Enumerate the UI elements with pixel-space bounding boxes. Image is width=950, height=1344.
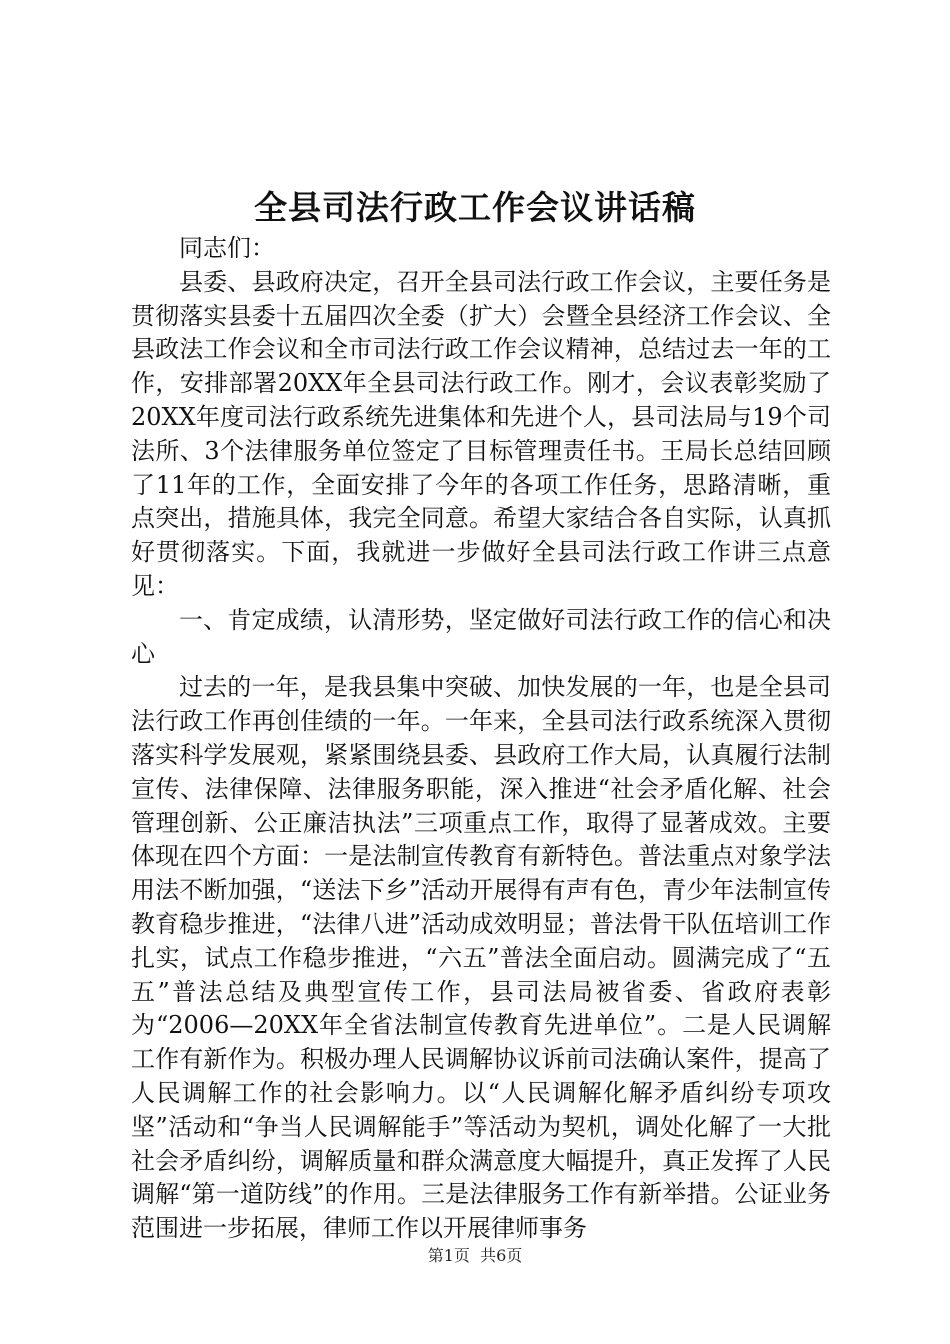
- salutation-paragraph: 同志们：: [179, 234, 275, 262]
- page-number: 第1页: [427, 1246, 470, 1265]
- page-total: 共6页: [480, 1246, 523, 1265]
- document-title: 全县司法行政工作会议讲话稿: [254, 188, 696, 227]
- footer-separator: [470, 1246, 480, 1265]
- page-footer: [0, 1244, 950, 1268]
- document-body: [131, 232, 831, 1246]
- achievements-paragraph: 过去的一年，是我县集中突破、加快发展的一年，也是全县司法行政工作再创佳绩的一年。一年来，全县司法行政系统深入贯彻落实科学发展观，紧紧围绕县委、县政府工作大局，认真履行法制宣传、法律保障、法律服务职能，深入推进“社会矛盾化解、社会管理创新、公正廉洁执法”三项重点工作，取得了显著成效。主要体现在四个方面：一是法制宣传教育有新特色。普法重点对象学法用法不断加强，“送法下乡”活动开展得有声有色，青少年法制宣传教育稳步推进，“法律八进”活动成效明显；普法骨干队伍培训工作扎实，试点工作稳步推进，“六五”普法全面启动。圆满完成了“五五”普法总结及典型宣传工作，县司法局被省委、省政府表彰为“2006—20XX年全省法制宣传教育先进单位”。二是人民调解工作有新作为。积极办理人民调解协议诉前司法确认案件，提高了人民调解工作的社会影响力。以“人民调解化解矛盾纠纷专项攻坚”活动和“争当人民调解能手”等活动为契机，调处化解了一大批社会矛盾纠纷，调解质量和群众满意度大幅提升，真正发挥了人民调解“第一道防线”的作用。三是法律服务工作有新举措。公证业务范围进一步拓展，律师工作以开展律师事务: [131, 673, 831, 1243]
- section-heading-paragraph: 一、肯定成绩，认清形势，坚定做好司法行政工作的信心和决心: [131, 605, 831, 668]
- intro-paragraph: 县委、县政府决定，召开全县司法行政工作会议，主要任务是贯彻落实县委十五届四次全委（扩大）会暨全县经济工作会议、全县政法工作会议和全市司法行政工作会议精神，总结过去一年的工作，安排部署20XX年全县司法行政工作。刚才，会议表彰奖励了20XX年度司法行政系统先进集体和先进个人，县司法局与19个司法所、3个法律服务单位签定了目标管理责任书。王局长总结回顾了11年的工作，全面安排了今年的各项工作任务，思路清晰，重点突出，措施具体，我完全同意。希望大家结合各自实际，认真抓好贯彻落实。下面，我就进一步做好全县司法行政工作讲三点意见：: [131, 267, 831, 600]
